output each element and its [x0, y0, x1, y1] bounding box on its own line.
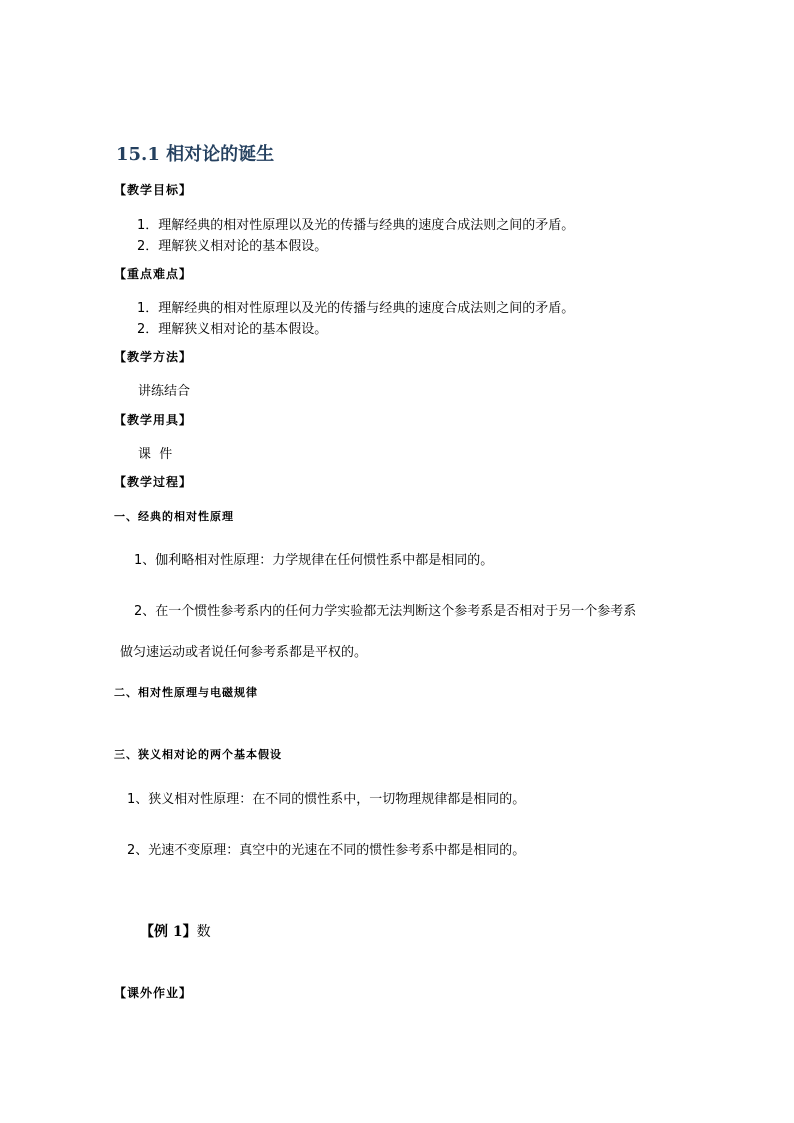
method-text: 讲练结合 [138, 384, 191, 399]
tools-heading: 【教学用具】 [114, 413, 193, 427]
objective-item-2: 2．理解狭义相对论的基本假设。 [137, 239, 328, 254]
tools-text: 课 件 [138, 447, 173, 462]
method-heading: 【教学方法】 [114, 350, 193, 364]
part3-item-1: 1、狭义相对性原理：在不同的惯性系中，一切物理规律都是相同的。 [127, 792, 526, 807]
part1-item-2-line2: 做匀速运动或者说任何参考系都是平权的。 [120, 645, 368, 660]
part3-heading: 三、狭义相对论的两个基本假设 [114, 748, 282, 761]
example-1 [140, 921, 211, 941]
process-heading: 【教学过程】 [114, 475, 193, 489]
example-text: 数 [196, 924, 211, 940]
homework-heading: 【课外作业】 [114, 986, 193, 1000]
part3-item-2: 2、光速不变原理：真空中的光速在不同的惯性参考系中都是相同的。 [127, 843, 526, 858]
part1-item-1: 1、伽利略相对性原理：力学规律在任何惯性系中都是相同的。 [134, 553, 494, 568]
objectives-heading: 【教学目标】 [114, 183, 193, 197]
part2-heading: 二、相对性原理与电磁规律 [114, 686, 258, 699]
objective-item-1: 1．理解经典的相对性原理以及光的传播与经典的速度合成法则之间的矛盾。 [137, 218, 575, 233]
part1-heading: 一、经典的相对性原理 [114, 510, 234, 523]
key-point-item-1: 1．理解经典的相对性原理以及光的传播与经典的速度合成法则之间的矛盾。 [137, 301, 575, 316]
example-label: 【例 1】 [140, 924, 197, 940]
key-point-item-2: 2．理解狭义相对论的基本假设。 [137, 322, 328, 337]
key-points-heading: 【重点难点】 [114, 267, 193, 281]
page-title: 15.1 相对论的诞生 [116, 144, 275, 165]
part1-item-2-line1: 2、在一个惯性参考系内的任何力学实验都无法判断这个参考系是否相对于另一个参考系 [134, 604, 637, 619]
